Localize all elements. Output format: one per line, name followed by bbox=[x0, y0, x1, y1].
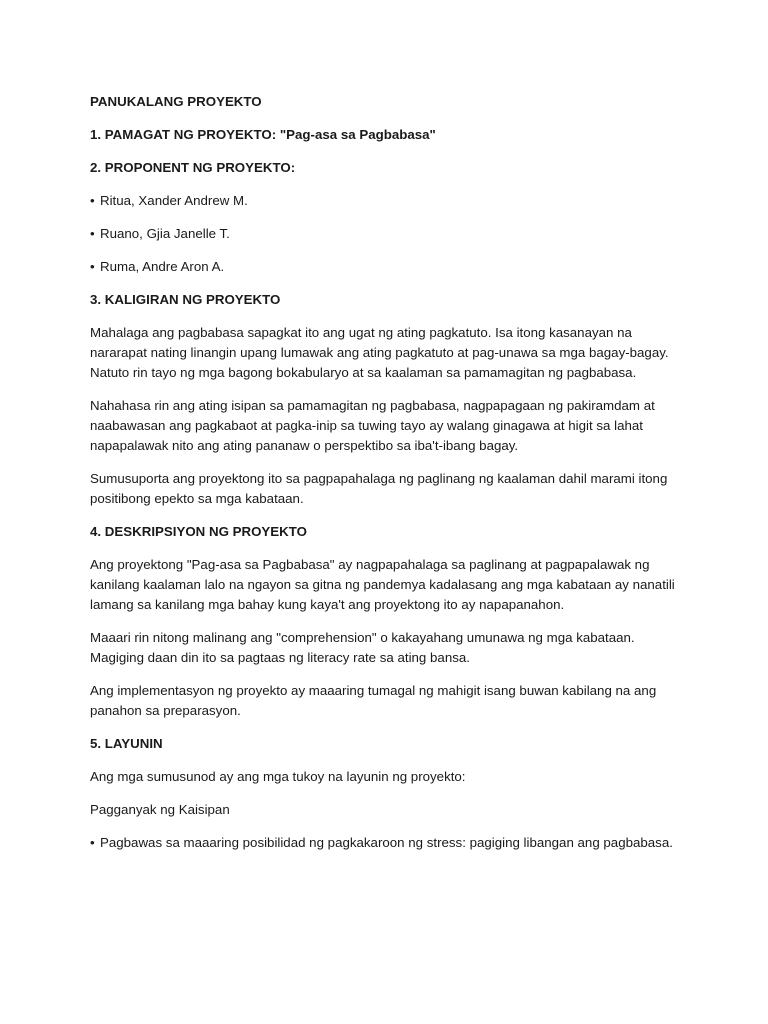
bullet-icon: • bbox=[90, 835, 95, 850]
section-title-kaligiran: 3. KALIGIRAN NG PROYEKTO bbox=[90, 292, 281, 307]
body-paragraph: Ang implementasyon ng proyekto ay maaaring tumagal ng mahigit isang buwan kabilang na ang panahon sa preparasyon. bbox=[90, 683, 657, 718]
section-title-deskripsiyon: 4. DESKRIPSIYON NG PROYEKTO bbox=[90, 524, 307, 539]
body-paragraph: Sumusuporta ang proyektong ito sa pagpapahalaga ng paglinang ng kaalaman dahil marami itong positibong epekto sa mga kabataan. bbox=[90, 471, 668, 506]
proponent-item bbox=[90, 224, 688, 244]
layunin-subheading: Pagganyak ng Kaisipan bbox=[90, 802, 230, 817]
body-paragraph: Nahahasa rin ang ating isipan sa pamamagitan ng pagbabasa, nagpapagaan ng pakiramdam at naabawasan ang pagkabaot at pagka-inip sa tuwing tayo ay walang ginagawa at higit sa lahat napapalawak nito ang ating pananaw o perspektibo sa iba't-ibang bagay. bbox=[90, 398, 655, 453]
section-title-layunin: 5. LAYUNIN bbox=[90, 736, 163, 751]
document-title: PANUKALANG PROYEKTO bbox=[90, 94, 262, 109]
layunin-text: Pagbawas sa maaaring posibilidad ng pagkakaroon ng stress: pagiging libangan ang pagbabasa. bbox=[100, 835, 673, 850]
proponent-name: Ritua, Xander Andrew M. bbox=[100, 193, 248, 208]
body-paragraph: Maaari rin nitong malinang ang "comprehension" o kakayahang umunawa ng mga kabataan. Magiging daan din ito sa pagtaas ng literacy rate sa ating bansa. bbox=[90, 630, 635, 665]
bullet-icon: • bbox=[90, 226, 95, 241]
proponent-name: Ruma, Andre Aron A. bbox=[100, 259, 225, 274]
section-title-pamagat: 1. PAMAGAT NG PROYEKTO: "Pag-asa sa Pagbabasa" bbox=[90, 127, 436, 142]
proponent-item bbox=[90, 191, 688, 211]
bullet-icon: • bbox=[90, 259, 95, 274]
body-paragraph: Ang proyektong "Pag-asa sa Pagbabasa" ay nagpapahalaga sa paglinang at pagpapalawak ng kanilang kaalaman lalo na ngayon sa gitna ng pandemya kadalasang ang mga kabataan ay nanatili lamang sa kanilang mga bahay kung kaya't ang proyektong ito ay napapanahon. bbox=[90, 557, 675, 612]
proponent-name: Ruano, Gjia Janelle T. bbox=[100, 226, 230, 241]
bullet-icon: • bbox=[90, 193, 95, 208]
body-paragraph: Mahalaga ang pagbabasa sapagkat ito ang ugat ng ating pagkatuto. Isa itong kasanayan na nararapat nating linangin upang lumawak ang ating pagkatuto at pag-unawa sa mga bagay-bagay. Natuto rin tayo ng mga bagong bokabularyo at sa kaalaman sa pamamagitan ng pagbabasa. bbox=[90, 325, 669, 380]
layunin-intro: Ang mga sumusunod ay ang mga tukoy na layunin ng proyekto: bbox=[90, 769, 466, 784]
section-title-proponent: 2. PROPONENT NG PROYEKTO: bbox=[90, 160, 296, 175]
layunin-item bbox=[90, 833, 688, 853]
proponent-item bbox=[90, 257, 688, 277]
